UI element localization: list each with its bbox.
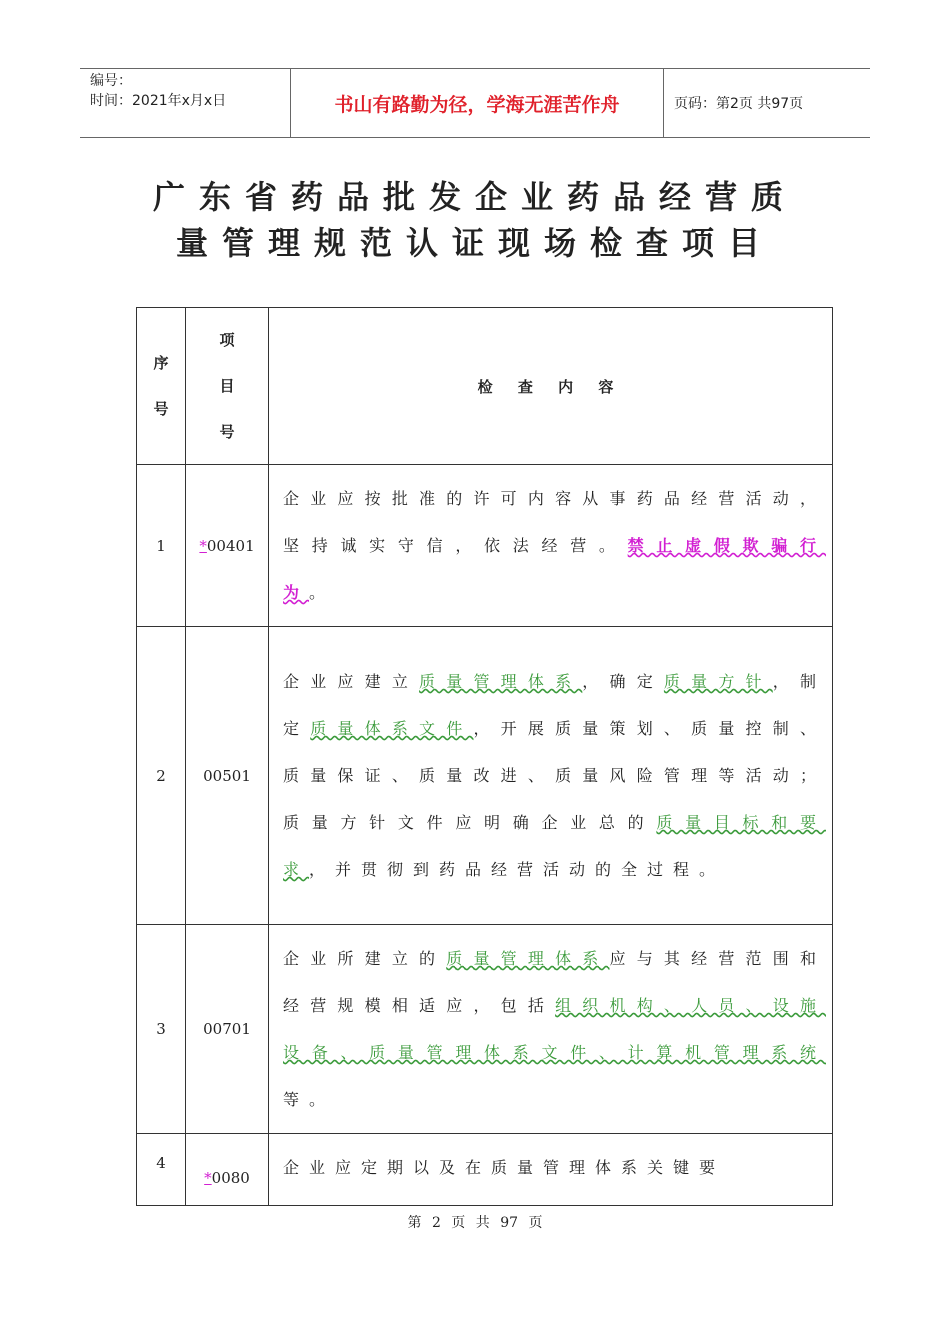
table-row — [137, 1134, 833, 1206]
highlighted-text: 质量管理体系 — [446, 949, 610, 968]
highlighted-text: 组织机构、人员、设施设备、质量管理体系文件、计算机管理系统 — [283, 996, 826, 1062]
content-text: 企业应定期以及在质量管理体系关键要 — [283, 1158, 726, 1177]
item-code: 00501 — [203, 766, 251, 785]
table-row — [137, 627, 833, 925]
inspection-table — [136, 307, 833, 1206]
content-text: 企业应建立 — [283, 672, 420, 691]
table-row — [137, 925, 833, 1134]
header-item-char: 号 — [219, 423, 235, 441]
row-content — [269, 627, 833, 925]
highlighted-text: 质量管理体系 — [419, 672, 583, 691]
content-text: ，制定 — [283, 672, 826, 738]
header-item — [186, 308, 269, 465]
header-seq — [137, 308, 186, 465]
row-content — [269, 1134, 833, 1206]
highlighted-text: 质量目标和要求 — [283, 813, 826, 879]
number-label: 编号： — [90, 73, 132, 89]
header-content: 检 查 内 容 — [269, 308, 833, 465]
content-text: 企业所建立的 — [283, 949, 447, 968]
row-item-code — [186, 627, 269, 925]
row-item-code — [186, 1134, 269, 1206]
header-page-info: 页码：第2页 共97页 — [674, 96, 804, 112]
document-title-line-1: 广东省药品批发企业药品经营质 — [152, 178, 797, 216]
content-text: 应与其经营范围和经营规模相适应，包括 — [283, 949, 826, 1015]
header-seq-char: 序 — [153, 354, 169, 372]
time-label: 时间：2021年x月x日 — [90, 93, 227, 109]
page-footer: 第 2 页 共 97 页 — [407, 1215, 543, 1231]
highlighted-text: 质量体系文件 — [310, 719, 474, 738]
content-text: ，确定 — [582, 672, 664, 691]
row-seq: 2 — [137, 627, 186, 925]
item-code: 00401 — [206, 536, 255, 555]
header-item-char: 目 — [219, 377, 235, 395]
row-seq: 1 — [137, 465, 186, 627]
row-seq: 3 — [137, 925, 186, 1134]
row-content — [269, 925, 833, 1134]
item-code: 0080 — [211, 1169, 250, 1187]
table-header-row — [137, 308, 833, 465]
page-header — [80, 68, 870, 138]
content-text: 。 — [309, 583, 336, 602]
key-item-star: * — [204, 1169, 212, 1187]
header-item-char: 项 — [219, 331, 235, 349]
item-code: 00701 — [203, 1020, 251, 1038]
content-text: 企业应按批准的许可内容从事药品经营活动，坚持诚实守信，依法经营。 — [283, 489, 826, 555]
row-item-code — [186, 925, 269, 1134]
row-content — [269, 465, 833, 627]
document-title-line-2: 量管理规范认证现场检查项目 — [175, 224, 774, 262]
row-item-code — [186, 465, 269, 627]
content-text: 等。 — [283, 1090, 336, 1109]
highlighted-text: 禁止虚假欺骗行为 — [283, 536, 826, 602]
content-text: ，并贯彻到药品经营活动的全过程。 — [309, 860, 726, 879]
header-motto: 书山有路勤为径，学海无涯苦作舟 — [290, 69, 664, 137]
header-seq-char: 号 — [153, 400, 169, 418]
header-meta — [80, 69, 290, 137]
content-text: ，开展质量策划、质量控制、质量保证、质量改进、质量风险管理等活动；质量方针文件应明确企业总的 — [283, 719, 826, 832]
table-row — [137, 465, 833, 627]
key-item-star: * — [199, 536, 207, 555]
highlighted-text: 质量方针 — [663, 672, 773, 691]
row-seq: 4 — [137, 1134, 186, 1206]
